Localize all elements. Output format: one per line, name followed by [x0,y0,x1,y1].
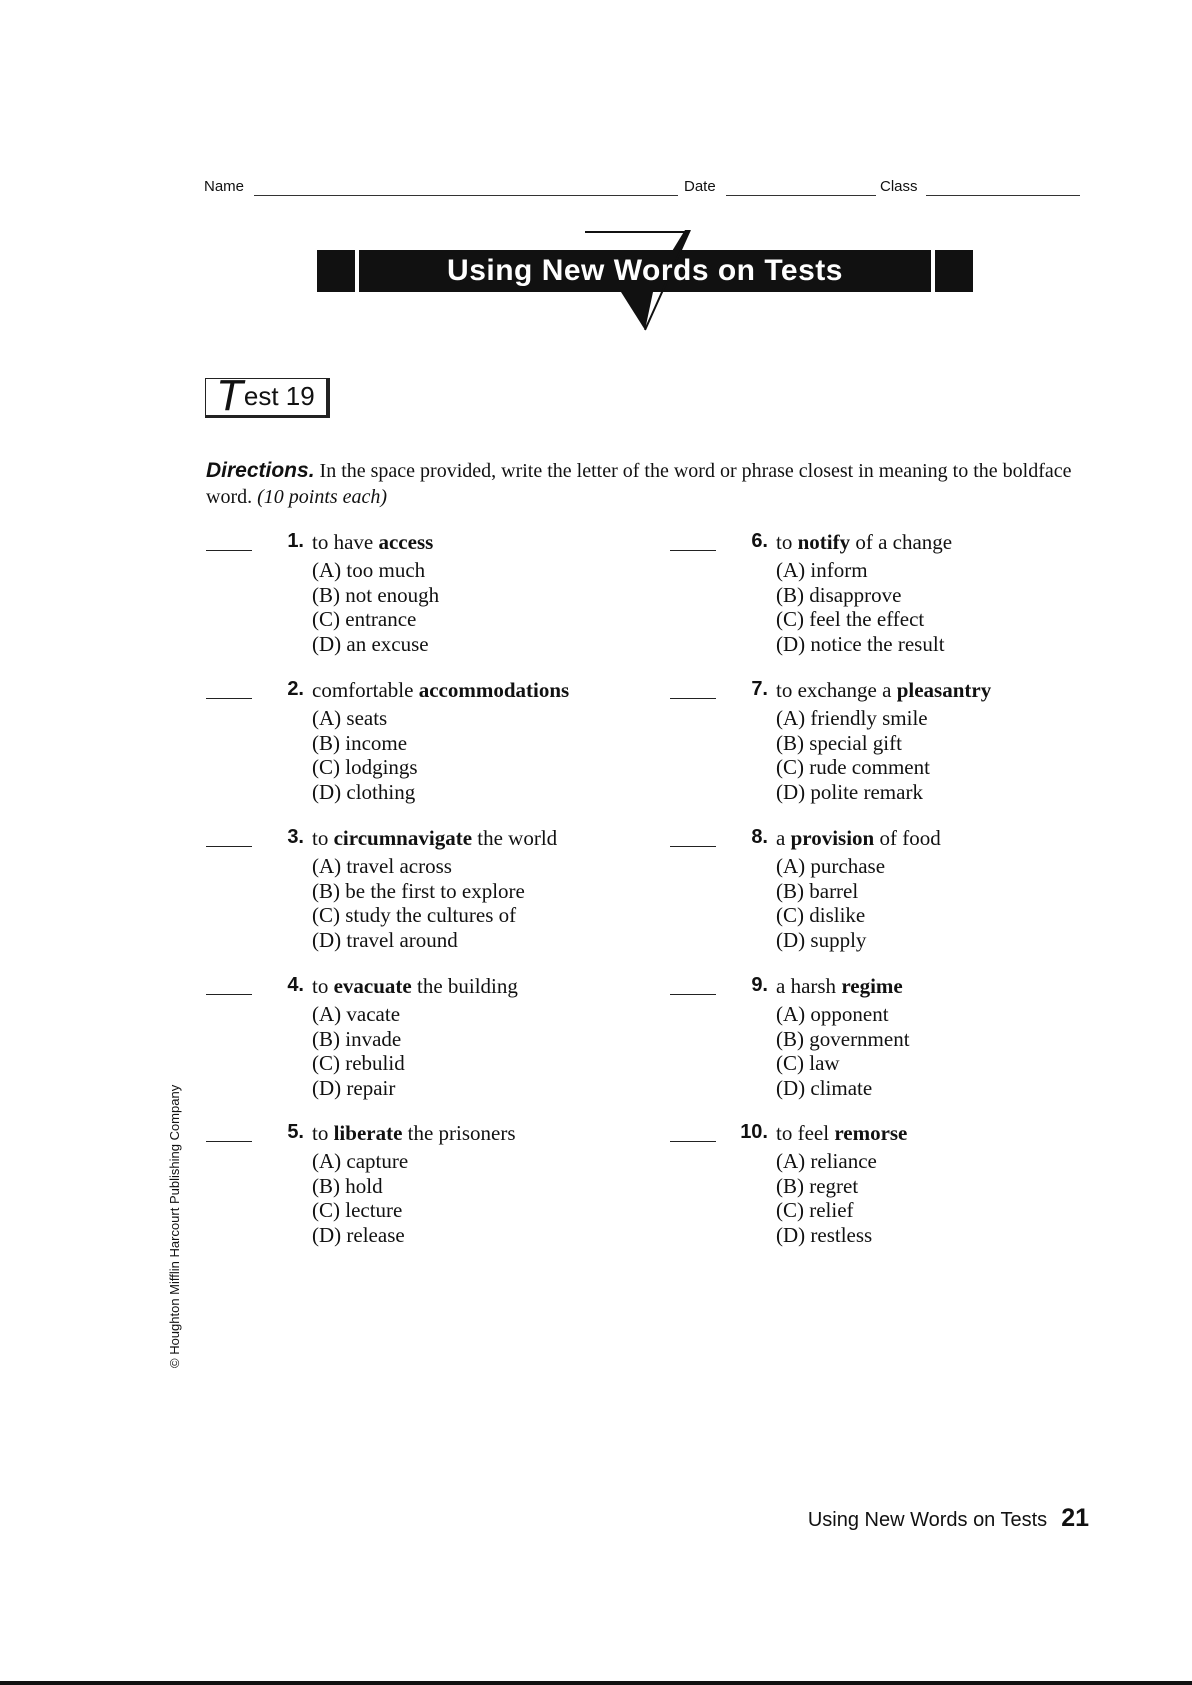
question-number: 1. [287,530,304,552]
question-number: 8. [751,826,768,848]
option-b: (B) not enough [312,582,440,607]
option-a: (A) travel across [312,854,452,878]
answer-options [312,854,525,952]
question-stem: to notify of a change [776,530,953,554]
banner-title: Using New Words on Tests [447,254,843,287]
class-blank[interactable] [926,195,1080,196]
question-stem: to feel remorse [776,1121,908,1145]
option-d: (D) climate [776,1075,873,1100]
directions-label: Directions. [206,459,315,482]
option-d: (D) restless [776,1222,873,1247]
answer-options [312,706,418,804]
question-stem: to have access [312,530,434,554]
option-c: (C) relief [776,1198,854,1222]
option-c: (C) lodgings [312,755,418,779]
option-b: (B) invade [312,1026,402,1051]
answer-blank[interactable] [670,698,716,699]
page-footer [808,1504,1089,1533]
test-number-label [216,371,315,420]
option-d: (D) travel around [312,927,458,952]
boldface-word: liberate [333,1121,403,1145]
option-d: (D) supply [776,927,867,952]
page-number: 21 [1061,1504,1089,1532]
question-stem: a provision of food [776,826,941,850]
date-label: Date [684,178,716,195]
directions [206,458,1090,510]
option-b: (B) hold [312,1173,383,1198]
option-a: (A) purchase [776,854,886,878]
answer-blank[interactable] [206,550,252,551]
boldface-word: notify [797,530,851,554]
answer-options [776,706,930,804]
question-number: 6. [751,530,768,552]
option-a: (A) friendly smile [776,706,928,730]
option-c: (C) feel the effect [776,607,925,631]
boldface-word: provision [790,826,875,850]
test-letter: T [216,371,243,420]
date-blank[interactable] [726,195,876,196]
boldface-word: remorse [834,1121,908,1145]
option-d: (D) polite remark [776,779,923,804]
name-label: Name [204,178,245,195]
option-a: (A) opponent [776,1002,889,1026]
option-b: (B) special gift [776,730,902,755]
question-stem: to circumnavigate the world [312,826,558,850]
option-c: (C) rude comment [776,755,930,779]
answer-blank[interactable] [670,994,716,995]
option-d: (D) release [312,1222,405,1247]
section-banner [317,230,973,334]
student-info-fields [204,176,1080,200]
banner-right-block [935,250,973,292]
option-a: (A) too much [312,558,426,582]
option-b: (B) be the first to explore [312,878,525,903]
question-number: 10. [740,1121,768,1143]
option-a: (A) seats [312,706,388,730]
option-d: (D) clothing [312,779,416,804]
answer-options [312,558,439,656]
question-stem: comfortable accommodations [312,678,570,702]
option-d: (D) notice the result [776,631,945,656]
answer-blank[interactable] [670,1141,716,1142]
name-blank[interactable] [254,195,678,196]
option-a: (A) capture [312,1149,409,1173]
option-b: (B) barrel [776,878,859,903]
boldface-word: accommodations [418,678,570,702]
answer-options [776,558,945,656]
answer-options [312,1002,405,1100]
directions-points: (10 points each) [257,486,388,508]
option-c: (C) dislike [776,903,866,927]
boldface-word: evacuate [333,974,412,998]
question-stem: a harsh regime [776,974,903,998]
answer-options [776,854,885,952]
option-c: (C) rebulid [312,1051,405,1075]
option-c: (C) law [776,1051,840,1075]
question-stem: to liberate the prisoners [312,1121,516,1145]
footer-title: Using New Words on Tests [807,1509,1048,1531]
question-number: 9. [751,974,768,996]
option-c: (C) study the cultures of [312,903,517,927]
boldface-word: access [378,530,434,554]
question-number: 2. [287,678,304,700]
answer-blank[interactable] [206,1141,252,1142]
question-stem: to exchange a pleasantry [776,678,992,702]
option-b: (B) government [776,1026,910,1051]
option-c: (C) entrance [312,607,417,631]
class-label: Class [880,178,918,195]
option-c: (C) lecture [312,1198,403,1222]
option-a: (A) inform [776,558,868,582]
answer-blank[interactable] [670,846,716,847]
question-number: 7. [751,678,768,700]
question-number: 3. [287,826,304,848]
answer-options [312,1149,408,1247]
option-a: (A) vacate [312,1002,401,1026]
bottom-edge-rule [0,1681,1192,1685]
question-number: 4. [287,974,304,996]
option-b: (B) regret [776,1173,859,1198]
directions-text: In the space provided, write the letter of the word or phrase closest in meaning to the boldface word. [206,460,1072,508]
boldface-word: pleasantry [896,678,992,702]
option-b: (B) income [312,730,408,755]
option-d: (D) repair [312,1075,396,1100]
test-rest: est 19 [243,381,315,411]
answer-blank[interactable] [206,698,252,699]
answer-options [776,1002,910,1100]
option-b: (B) disapprove [776,582,902,607]
question-stem: to evacuate the building [312,974,518,998]
question-number: 5. [287,1121,304,1143]
boldface-word: circumnavigate [333,826,473,850]
option-a: (A) reliance [776,1149,877,1173]
test-number-box [205,371,330,420]
boldface-word: regime [841,974,903,998]
option-d: (D) an excuse [312,631,429,656]
copyright-notice: © Houghton Mifflin Harcourt Publishing Company [167,1084,182,1368]
answer-blank[interactable] [206,846,252,847]
answer-options [776,1149,877,1247]
answer-blank[interactable] [206,994,252,995]
answer-blank[interactable] [670,550,716,551]
